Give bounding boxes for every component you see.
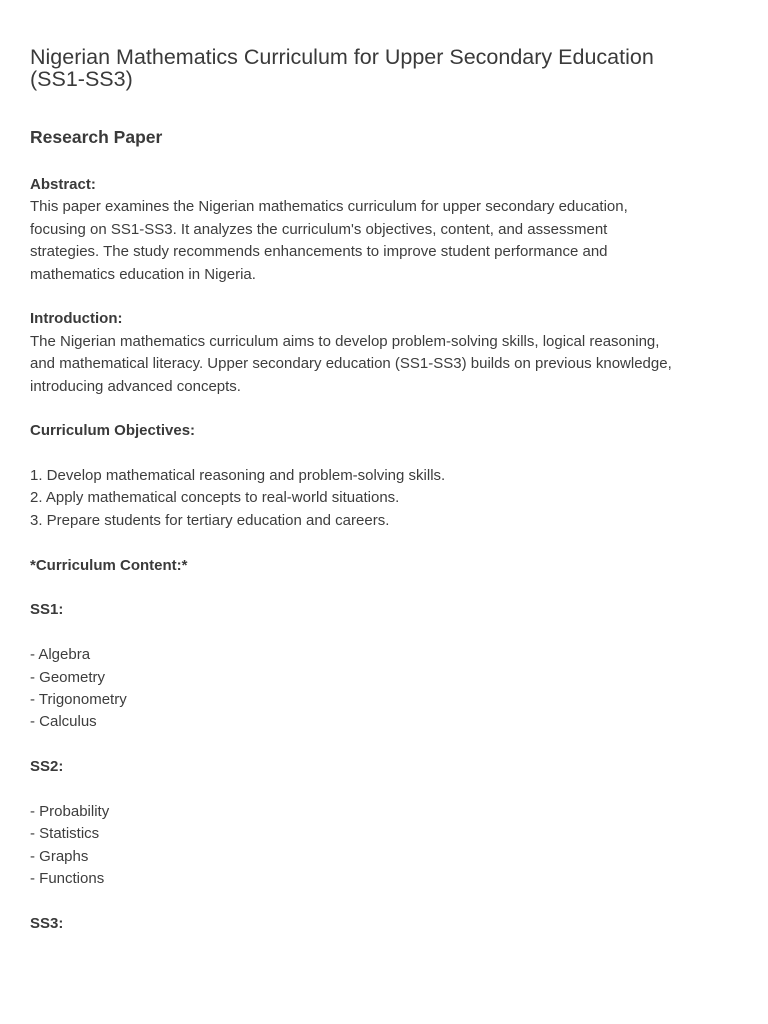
title-line-2: (SS1-SS3) [30,67,133,92]
ss2-topic: - Graphs [30,847,89,865]
objective-item: 1. Develop mathematical reasoning and problem-solving skills. [30,467,446,485]
content-heading: *Curriculum Content:* [30,556,188,574]
spacer [30,734,740,756]
ss3-heading: SS3: [30,914,64,932]
spacer [30,577,740,599]
ss2-heading: SS2: [30,758,64,776]
title-line-1: Nigerian Mathematics Curriculum for Upper Secondary Education [30,45,654,69]
ss2-topic: - Functions [30,870,105,888]
ss1-topic: - Geometry [30,668,106,686]
document [30,44,740,932]
spacer [30,286,740,308]
spacer [30,398,740,420]
spacer [30,443,740,465]
introduction-line: and mathematical literacy. Upper secondary education (SS1-SS3) builds on previous knowledge, [30,355,672,373]
ss1-topic: - Calculus [30,713,97,731]
spacer [30,891,740,913]
ss2-topic: - Probability [30,802,110,820]
abstract-line: mathematics education in Nigeria. [30,265,256,283]
objectives-heading: Curriculum Objectives: [30,422,196,440]
spacer [30,532,740,554]
abstract-heading: Abstract: [30,176,96,193]
ss2-topic: - Statistics [30,825,100,843]
ss1-heading: SS1: [30,601,64,619]
spacer [30,622,740,644]
introduction-line: introducing advanced concepts. [30,377,241,395]
page-title [30,44,740,92]
abstract-line: focusing on SS1-SS3. It analyzes the curriculum's objectives, content, and assessment [30,220,608,238]
objective-item: 3. Prepare students for tertiary education and careers. [30,511,390,529]
ss1-topic: - Algebra [30,646,91,664]
document-body [30,174,740,935]
introduction-line: The Nigerian mathematics curriculum aims to develop problem-solving skills, logical reasoning, [30,332,660,350]
abstract-line: strategies. The study recommends enhancements to improve student performance and [30,243,608,261]
document-subtitle: Research Paper [30,127,163,147]
spacer [30,779,740,801]
abstract-line: This paper examines the Nigerian mathematics curriculum for upper secondary education, [30,198,628,216]
objective-item: 2. Apply mathematical concepts to real-world situations. [30,489,400,507]
ss1-topic: - Trigonometry [30,690,127,708]
introduction-heading: Introduction: [30,310,123,328]
